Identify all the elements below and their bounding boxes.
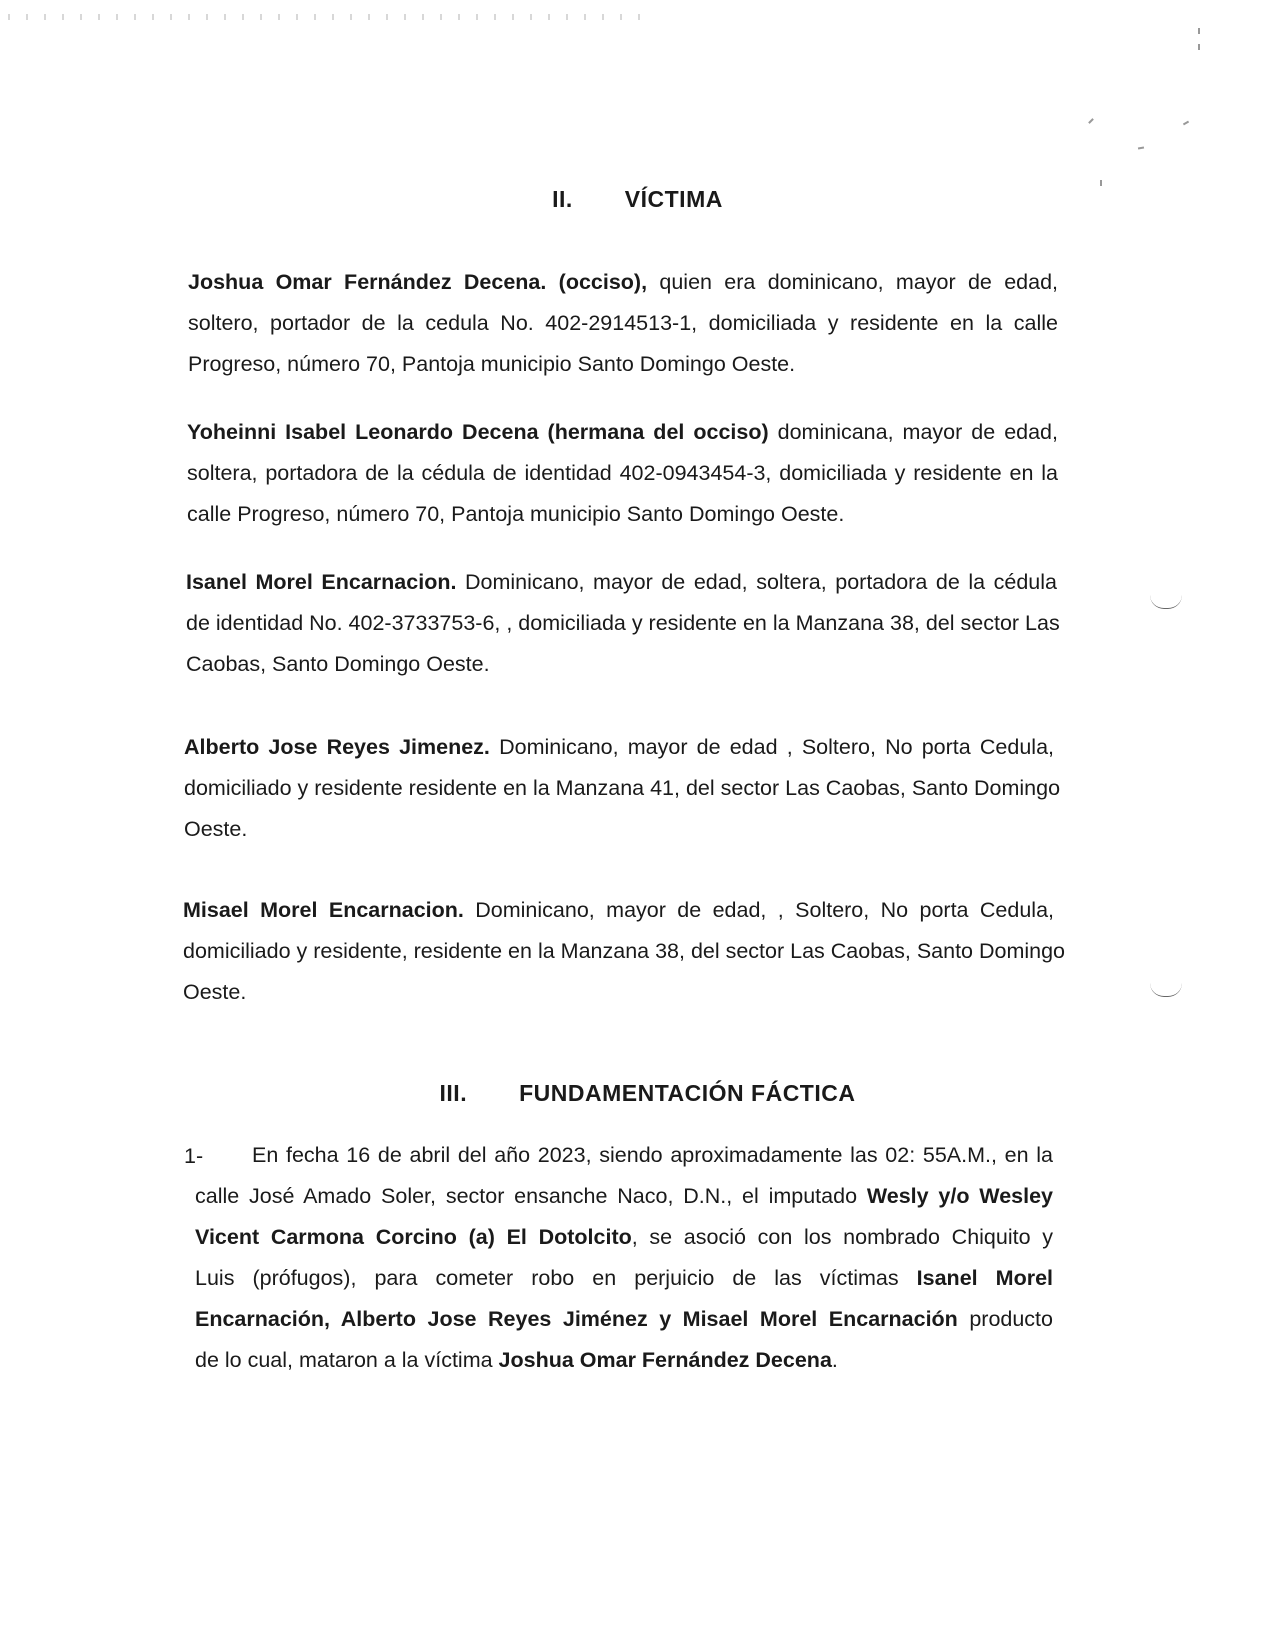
- text-line: [183, 931, 1066, 972]
- text: domiciliado y residente residente en la Manzana 41, del sector Las Caobas, Santo Domingo: [184, 776, 1061, 800]
- text: , se asoció con los nombrado Chiquito y: [631, 1225, 1053, 1249]
- victim-paragraph: [188, 262, 1058, 385]
- text-line: [195, 1258, 1053, 1299]
- text: de identidad No. 402-3733753-6, , domiciliada y residente en la Manzana 38, del sector Las: [186, 611, 1060, 635]
- text-line: [184, 727, 1054, 768]
- text-line: [195, 1176, 1053, 1217]
- bold-text: Vicent Carmona Corcino (a) El Dotolcito: [195, 1225, 632, 1249]
- scan-mark: [1198, 44, 1200, 50]
- bold-text: Wesly y/o Wesley: [866, 1184, 1054, 1208]
- bold-text: Encarnación, Alberto Jose Reyes Jiménez y Misael Morel Encarnación: [195, 1307, 958, 1331]
- bold-text: Yoheinni Isabel Leonardo Decena (hermana del occiso): [187, 420, 769, 444]
- text-line: [195, 1135, 1053, 1176]
- text: quien era dominicano, mayor de edad,: [647, 270, 1059, 294]
- text: Luis (prófugos), para cometer robo en perjuicio de las víctimas: [195, 1266, 917, 1290]
- section-title: FUNDAMENTACIÓN FÁCTICA: [519, 1080, 856, 1106]
- text: soltera, portadora de la cédula de identidad 402-0943454-3, domiciliada y residente en la: [187, 461, 1058, 485]
- text-line: [186, 603, 1060, 644]
- text: En fecha 16 de abril del año 2023, siendo aproximadamente las 02: 55A.M., en la: [252, 1143, 1053, 1167]
- scan-mark: [1183, 121, 1189, 126]
- scan-mark: [1138, 146, 1144, 149]
- text: Caobas, Santo Domingo Oeste.: [186, 652, 490, 676]
- bold-text: Joshua Omar Fernández Decena. (occiso),: [188, 270, 648, 294]
- text: Oeste.: [183, 980, 247, 1004]
- bold-text: Isanel Morel: [916, 1266, 1053, 1290]
- section-heading-fundamentacion: [10, 1080, 1275, 1107]
- text-line: [187, 494, 1058, 535]
- scan-mark: [1088, 118, 1094, 124]
- text: Dominicano, mayor de edad, , Soltero, No porta Cedula,: [463, 898, 1055, 922]
- text: Progreso, número 70, Pantoja municipio Santo Domingo Oeste.: [188, 352, 796, 376]
- bold-text: Misael Morel Encarnacion.: [183, 898, 464, 922]
- victim-paragraph: [184, 727, 1061, 850]
- scan-mark: [1150, 978, 1182, 997]
- fact-number: 1-: [184, 1144, 204, 1168]
- fact-paragraph: [195, 1135, 1053, 1381]
- text-line: [195, 1217, 1053, 1258]
- text: calle José Amado Soler, sector ensanche Naco, D.N., el imputado: [195, 1184, 867, 1208]
- text-line: [188, 344, 1058, 385]
- bold-text: Joshua Omar Fernández Decena: [498, 1348, 832, 1372]
- scan-mark: [1150, 592, 1182, 609]
- section-numeral: III.: [439, 1080, 468, 1106]
- text: soltero, portador de la cedula No. 402-2914513-1, domiciliada y residente en la calle: [188, 311, 1058, 335]
- text-line: [186, 644, 1057, 685]
- text: de lo cual, mataron a la víctima: [195, 1348, 499, 1372]
- text-line: [187, 412, 1058, 453]
- text-line: [186, 562, 1057, 603]
- text: producto: [957, 1307, 1053, 1331]
- text: domiciliado y residente, residente en la Manzana 38, del sector Las Caobas, Santo Domingo: [183, 939, 1066, 963]
- text: Dominicano, mayor de edad, soltera, portadora de la cédula: [456, 570, 1057, 594]
- text-line: [188, 262, 1058, 303]
- text-line: [184, 809, 1054, 850]
- text-line: [183, 972, 1054, 1013]
- scan-noise: [8, 14, 648, 20]
- text-line: [183, 890, 1054, 931]
- victim-paragraph: [186, 562, 1060, 685]
- text: .: [831, 1348, 838, 1372]
- victim-paragraph: [183, 890, 1066, 1013]
- text: calle Progreso, número 70, Pantoja municipio Santo Domingo Oeste.: [187, 502, 845, 526]
- section-title: VÍCTIMA: [624, 186, 723, 212]
- text: dominicana, mayor de edad,: [768, 420, 1058, 444]
- text-line: [188, 303, 1058, 344]
- text-line: [187, 453, 1058, 494]
- section-heading-victima: [0, 186, 1275, 213]
- victim-paragraph: [187, 412, 1058, 535]
- text-line: [195, 1299, 1053, 1340]
- text: Oeste.: [184, 817, 248, 841]
- scan-mark: [1198, 28, 1200, 34]
- section-numeral: II.: [552, 186, 573, 212]
- text-line: [184, 768, 1061, 809]
- text-line: [195, 1340, 1053, 1381]
- text: Dominicano, mayor de edad , Soltero, No porta Cedula,: [489, 735, 1054, 759]
- bold-text: Alberto Jose Reyes Jimenez.: [184, 735, 490, 759]
- bold-text: Isanel Morel Encarnacion.: [186, 570, 457, 594]
